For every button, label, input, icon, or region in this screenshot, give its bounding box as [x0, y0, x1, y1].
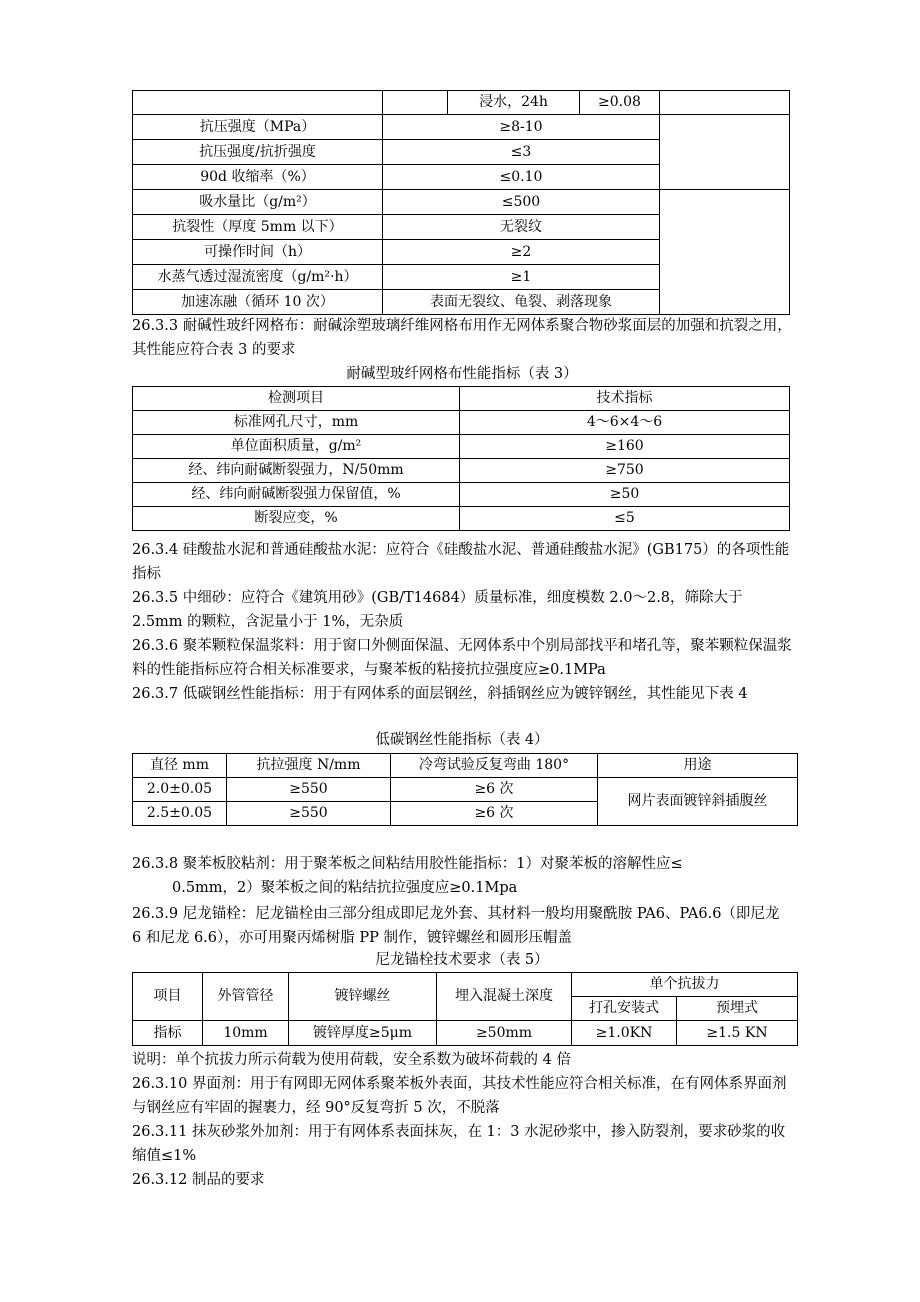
table-cell-item: 抗裂性（厚度 5mm 以下） [133, 215, 383, 240]
paragraph-26-3-3: 26.3.3 耐碱性玻纤网格布：耐碱涂塑玻璃纤维网格布用作无网体系聚合物砂浆面层的加强和抗裂之用，其性能应符合表 3 的要求 [132, 318, 792, 358]
column-header: 检测项目 [133, 387, 460, 411]
table-cell [383, 91, 448, 115]
table-cell-item: 吸水量比（g/m²） [133, 190, 383, 215]
table-row [133, 435, 790, 459]
table-cell-value: ≥8-10 [383, 115, 660, 140]
table-cell: 4～6×4～6 [460, 411, 790, 435]
table-row [133, 1021, 798, 1046]
table-cell-item: 加速冻融（循环 10 次） [133, 290, 383, 315]
table-cell: 经、纬向耐碱断裂强力保留值，% [133, 483, 460, 507]
table-5-title: 尼龙锚栓技术要求（表 5） [375, 952, 549, 968]
table-cell-value: ≥1 [383, 265, 660, 290]
table-header-row [133, 387, 790, 411]
paragraph-26-3-12: 26.3.12 制品的要求 [132, 1172, 265, 1188]
table-cell: 2.5±0.05 [133, 802, 227, 826]
table-row [133, 91, 790, 115]
paragraph-26-3-9: 26.3.9 尼龙锚栓：尼龙锚栓由三部分组成即尼龙外套、其材料一般均用聚酰胺 PA6、PA6.6（即尼龙 6 和尼龙 6.6），亦可用聚丙烯树脂 PP 制作，镀锌螺丝和圆形压帽盖 [132, 906, 780, 946]
table-row [133, 778, 798, 802]
table-cell: 标准网孔尺寸，mm [133, 411, 460, 435]
column-header: 埋入混凝土深度 [437, 973, 572, 1021]
column-subheader: 打孔安装式 [572, 997, 677, 1021]
table-cell: ≥0.08 [580, 91, 660, 115]
table-cell-value: ≤500 [383, 190, 660, 215]
table-header-row [133, 754, 798, 778]
table-cell-item: 水蒸气透过湿流密度（g/m²·h） [133, 265, 383, 290]
table-row [133, 115, 790, 140]
table-cell: 经、纬向耐碱断裂强力，N/50mm [133, 459, 460, 483]
table-cell-item: 90d 收缩率（%） [133, 165, 383, 190]
table-cell [133, 91, 383, 115]
table-2-continued [132, 90, 790, 315]
table-cell-item: 可操作时间（h） [133, 240, 383, 265]
table-3-title: 耐碱型玻纤网格布性能指标（表 3） [346, 366, 578, 382]
table-cell: ≤5 [460, 507, 790, 531]
table-cell-value: ≤3 [383, 140, 660, 165]
column-header: 用途 [598, 754, 798, 778]
paragraph-26-3-4: 26.3.4 硅酸盐水泥和普通硅酸盐水泥：应符合《硅酸盐水泥、普通硅酸盐水泥》(GB175）的各项性能指标 [132, 542, 790, 582]
table-cell: 2.0±0.05 [133, 778, 227, 802]
paragraph-26-3-6: 26.3.6 聚苯颗粒保温浆料：用于窗口外侧面保温、无网体系中个别局部找平和堵孔等，聚苯颗粒保温浆料的性能指标应符合相关标准要求，与聚苯板的粘接抗拉强度应≥0.1MPa [132, 638, 792, 678]
paragraph-26-3-8 [132, 852, 792, 900]
table-cell-value: ≥2 [383, 240, 660, 265]
table-cell: ≥6 次 [391, 802, 598, 826]
column-header: 项目 [133, 973, 203, 1021]
table-cell-value: 无裂纹 [383, 215, 660, 240]
paragraph-26-3-11: 26.3.11 抹灰砂浆外加剂：用于有网体系表面抹灰，在 1：3 水泥砂浆中，掺入防裂剂，要求砂浆的收缩值≤1% [132, 1124, 786, 1164]
table-cell [660, 91, 790, 115]
column-header: 镀锌螺丝 [289, 973, 437, 1021]
column-header: 抗拉强度 N/mm [227, 754, 391, 778]
table-cell: ≥750 [460, 459, 790, 483]
table-4-title: 低碳钢丝性能指标（表 4） [375, 732, 549, 748]
table-cell: ≥550 [227, 778, 391, 802]
column-header: 直径 mm [133, 754, 227, 778]
table-5 [132, 972, 798, 1046]
table-cell: ≥160 [460, 435, 790, 459]
table-row [133, 507, 790, 531]
column-header: 冷弯试验反复弯曲 180° [391, 754, 598, 778]
table-cell: ≥50 [460, 483, 790, 507]
table-row [133, 190, 790, 215]
table-cell: ≥550 [227, 802, 391, 826]
table-cell-usage: 网片表面镀锌斜插腹丝 [598, 778, 798, 826]
table-row [133, 411, 790, 435]
table-cell-item: 抗压强度（MPa） [133, 115, 383, 140]
table-4 [132, 753, 798, 826]
table-cell-value: ≤0.10 [383, 165, 660, 190]
paragraph-26-3-8-line1: 26.3.8 聚苯板胶粘剂：用于聚苯板之间粘结用胶性能指标：1）对聚苯板的溶解性应≤ [132, 856, 683, 872]
table-cell: ≥6 次 [391, 778, 598, 802]
table-cell: 单位面积质量，g/m² [133, 435, 460, 459]
table-3 [132, 386, 790, 531]
table-cell-value: 表面无裂纹、龟裂、剥落现象 [383, 290, 660, 315]
paragraph-26-3-7: 26.3.7 低碳钢丝性能指标：用于有网体系的面层钢丝，斜插钢丝应为镀锌钢丝，其性能见下表 4 [132, 686, 748, 702]
table-row [133, 459, 790, 483]
column-header: 技术指标 [460, 387, 790, 411]
table-cell: 指标 [133, 1021, 203, 1046]
table-cell: 镀锌厚度≥5μm [289, 1021, 437, 1046]
table-cell-empty [660, 190, 790, 315]
table-5-note: 说明：单个抗拔力所示荷载为使用荷载，安全系数为破坏荷载的 4 倍 [132, 1052, 571, 1068]
table-cell: ≥1.0KN [572, 1021, 677, 1046]
table-cell: ≥50mm [437, 1021, 572, 1046]
table-row [133, 483, 790, 507]
table-cell: 浸水，24h [448, 91, 580, 115]
table-cell: 10mm [203, 1021, 289, 1046]
column-subheader: 预埋式 [677, 997, 798, 1021]
table-cell-item: 抗压强度/抗折强度 [133, 140, 383, 165]
paragraph-26-3-8-line2: 0.5mm，2）聚苯板之间的粘结抗拉强度应≥0.1Mpa [172, 880, 518, 896]
table-cell-empty [660, 115, 790, 190]
paragraph-26-3-5: 26.3.5 中细砂：应符合《建筑用砂》(GB/T14684）质量标准，细度模数 2.0～2.8，筛除大于 2.5mm 的颗粒，含泥量小于 1%，无杂质 [132, 590, 743, 630]
paragraph-26-3-10: 26.3.10 界面剂：用于有网即无网体系聚苯板外表面，其技术性能应符合相关标准，在有网体系界面剂与钢丝应有牢固的握裹力，经 90°反复弯折 5 次，不脱落 [132, 1076, 787, 1116]
table-cell: 断裂应变，% [133, 507, 460, 531]
table-cell: ≥1.5 KN [677, 1021, 798, 1046]
column-header-group: 单个抗拔力 [572, 973, 798, 997]
table-header-row [133, 973, 798, 997]
column-header: 外管管径 [203, 973, 289, 1021]
